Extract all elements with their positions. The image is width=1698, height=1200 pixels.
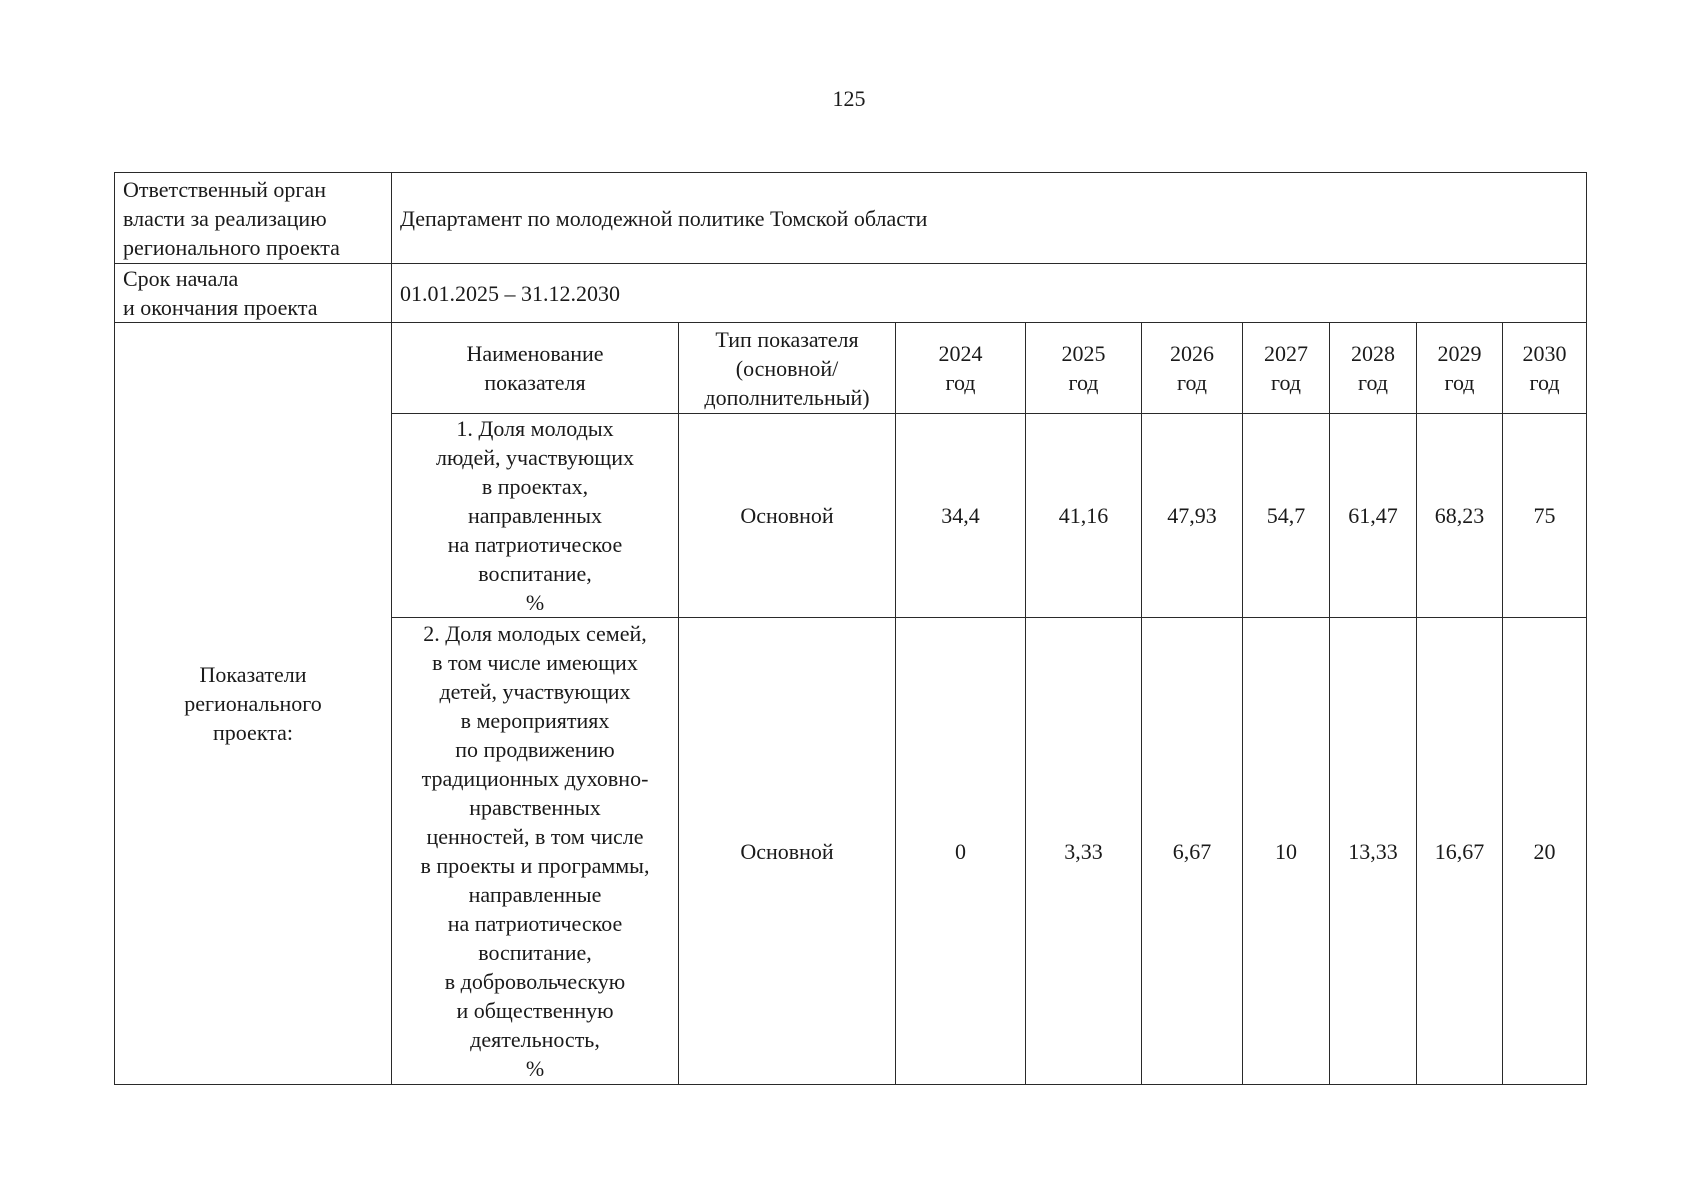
indicator-type: Основной [679, 414, 896, 618]
period-row [115, 264, 1587, 323]
header-year: 2029 год [1417, 323, 1503, 414]
indicator-value: 0 [896, 618, 1026, 1085]
header-year: 2028 год [1330, 323, 1417, 414]
indicator-value: 34,4 [896, 414, 1026, 618]
header-year: 2030 год [1503, 323, 1587, 414]
indicators-header-row [115, 323, 1587, 414]
project-passport-table [114, 172, 1587, 1085]
page-number: 125 [832, 86, 866, 111]
indicator-value: 20 [1503, 618, 1587, 1085]
indicator-value: 10 [1243, 618, 1330, 1085]
indicator-value: 41,16 [1026, 414, 1142, 618]
responsible-row [115, 173, 1587, 264]
header-year: 2026 год [1142, 323, 1243, 414]
indicator-value: 68,23 [1417, 414, 1503, 618]
indicator-value: 54,7 [1243, 414, 1330, 618]
responsible-label: Ответственный орган власти за реализацию регионального проекта [115, 173, 392, 264]
indicator-name: 1. Доля молодых людей, участвующих в проектах, направленных на патриотическое воспитание, % [392, 414, 679, 618]
indicator-value: 13,33 [1330, 618, 1417, 1085]
period-value: 01.01.2025 – 31.12.2030 [392, 264, 1587, 323]
indicator-value: 61,47 [1330, 414, 1417, 618]
header-indicator-type: Тип показателя (основной/ дополнительный) [679, 323, 896, 414]
header-year: 2024 год [896, 323, 1026, 414]
indicator-value: 6,67 [1142, 618, 1243, 1085]
header-year: 2025 год [1026, 323, 1142, 414]
indicators-label: Показатели регионального проекта: [115, 323, 392, 1085]
header-indicator-name: Наименование показателя [392, 323, 679, 414]
indicator-value: 16,67 [1417, 618, 1503, 1085]
indicator-value: 47,93 [1142, 414, 1243, 618]
responsible-value: Департамент по молодежной политике Томской области [392, 173, 1587, 264]
indicator-value: 75 [1503, 414, 1587, 618]
indicator-name: 2. Доля молодых семей, в том числе имеющих детей, участвующих в мероприятиях по продвижению традиционных духовно- нравственных ценностей, в том числе в проекты и программы, направленные на патриотическое воспитание, в добровольческую и общественную деятельность, % [392, 618, 679, 1085]
indicator-type: Основной [679, 618, 896, 1085]
period-label: Срок начала и окончания проекта [115, 264, 392, 323]
header-year: 2027 год [1243, 323, 1330, 414]
indicator-value: 3,33 [1026, 618, 1142, 1085]
